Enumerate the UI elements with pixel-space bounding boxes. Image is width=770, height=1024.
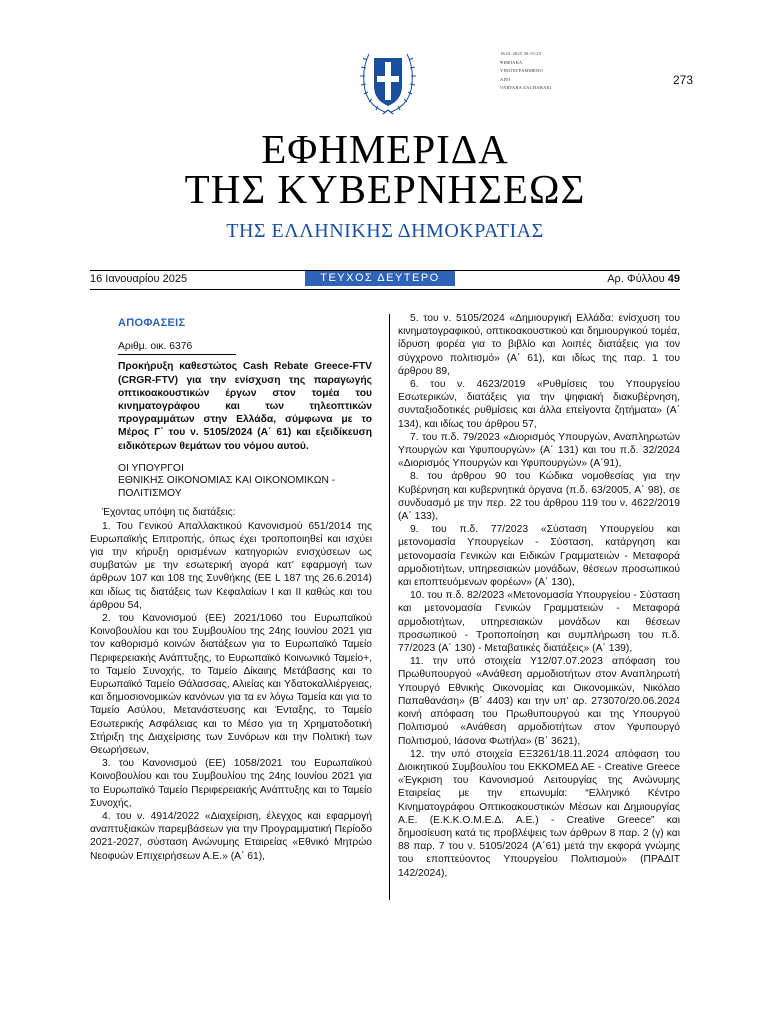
issue-date: 16 Ιανουαρίου 2025 bbox=[90, 273, 188, 285]
paragraph: 9. του π.δ. 77/2023 «Σύσταση Υπουργείου και μετονομασία Υπουργείων - Σύσταση, κατάργηση και μετονομασία Γενικών και Ειδικών Γραμματειών - Μεταφορά αρμοδιοτήτων, υπηρεσιακών μονάδων, θέσεων προσωπικού και εποπτευόμενων φορέων» (Α΄ 130), bbox=[398, 524, 680, 589]
page-number: 273 bbox=[672, 73, 693, 87]
ministers-line: ΠΟΛΙΤΙΣΜΟΥ bbox=[118, 487, 182, 499]
paragraph: 12. την υπό στοιχεία ΕΞ3261/18.11.2024 απόφαση του Διοικητικού Συμβουλίου του ΕΚΚΟΜΕΔ ΑΕ - Creative Greece «Έγκριση του Κανονισμού Λειτουργίας της Ανώνυμης Εταιρείας με την επωνυμία: “Ελληνικό Κέντρο Κινηματογράφου Οπτικοακουστικών Μέσων και Δημιουργίας Α.Ε. (Ε.Κ.Κ.Ο.Μ.Ε.Δ. Α.Ε.) - Creative Greece” και δημοσίευση κατά τις προβλέψεις των άρθρων 8 παρ. 2 (γ) και 88 παρ. 7 του ν. 5105/2024 (Α΄61) μετά την εκφορά γνώμης του εποπτεύοντος Υπουργείου Πολιτισμού» (ΠΡΑΔΙΤ 142/2024), bbox=[398, 748, 680, 879]
section-title: ΑΠΟΦΑΣΕΙΣ bbox=[118, 317, 186, 329]
gazette-subtitle: ΤΗΣ ΕΛΛΗΝΙΚΗΣ ΔΗΜΟΚΡΑΤΙΑΣ bbox=[226, 220, 544, 242]
paragraph: 3. του Κανονισμού (ΕΕ) 1058/2021 του Ευρωπαϊκού Κοινοβουλίου και του Συμβουλίου της 24ης Ιουνίου 2021 για το Ευρωπαϊκό Ταμείο Περιφερειακής Ανάπτυξης και το Ταμείο Συνοχής, bbox=[90, 758, 372, 809]
ministers-block bbox=[118, 463, 372, 501]
sheet-label: Αρ. Φύλλου bbox=[607, 273, 665, 285]
signature-line: VARVARA ZACHARAKI bbox=[500, 85, 552, 90]
paragraph: 1. Του Γενικού Απαλλακτικού Κανονισμού 651/2014 της Ευρωπαϊκής Επιτροπής, όπως έχει τροποποιηθεί και ισχύει για την κήρυξη ορισμένων κατηγοριών ενισχύσεων ως συμβατών με την εσωτερική αγορά κατ’ εφαρμογή των άρθρων 107 και 108 της Συνθήκης (EE L 187 της 26.6.2014) και ιδίως τις διατάξεις των Κεφαλαίων Ι και ΙΙ καθώς και του άρθρου 54, bbox=[90, 520, 372, 611]
paragraph: 10. του π.δ. 82/2023 «Μετονομασία Υπουργείου - Σύσταση και μετονομασία Γενικών Γραμματειών - Μεταφορά αρμοδιοτήτων, υπηρεσιακών μονάδων και θέσεων προσωπικού - Τροποποίηση και συμπλήρωση του π.δ. 77/2023 (Α΄ 130) - Μεταβατικές διατάξεις» (Α΄ 139), bbox=[398, 590, 680, 655]
paragraph: 4. του ν. 4914/2022 «Διαχείριση, έλεγχος και εφαρμογή αναπτυξιακών παρεμβάσεων για την Προγραμματική Περίοδο 2021-2027, σύσταση Ανώνυμης Εταιρείας «Εθνικό Μητρώο Νεοφυών Επιχειρήσεων Α.Ε.» (Α΄ 61), bbox=[90, 811, 372, 862]
header-bottom-rule bbox=[90, 289, 680, 290]
signature-line: ΑΠΟ bbox=[500, 76, 511, 82]
digital-signature-stamp bbox=[500, 50, 552, 93]
paragraph: 8. του άρθρου 90 του Κώδικα νομοθεσίας για την Κυβέρνηση και κυβερνητικά όργανα (π.δ. 63/2005, Α΄ 98), σε συνδυασμό με την περ. 22 του άρθρου 119 του ν. 4622/2019 (Α΄ 133), bbox=[398, 471, 680, 523]
ministers-line: ΟΙ ΥΠΟΥΡΓΟΙ bbox=[118, 462, 184, 474]
issue-badge: ΤΕΥΧΟΣ ΔΕΥΤΕΡΟ bbox=[305, 271, 455, 286]
gazette-title-line2: ΤΗΣ ΚΥΒΕΡΝΗΣΕΩΣ bbox=[184, 166, 586, 212]
decision-heading: Προκήρυξη καθεστώτος Cash Rebate Greece-FTV (CRGR-FTV) για την ενίσχυση της παραγωγής οπτικοακουστικών έργων στον τομέα του κινηματογράφου και των τηλεοπτικών προγραμμάτων στην Ελλάδα, σύμφωνα με το Μέρος Γ΄ του ν. 5105/2024 (Α΄ 61) και εξειδίκευση ειδικότερων θεμάτων του νόμου αυτού. bbox=[118, 361, 372, 452]
ministers-line: ΕΘΝΙΚΗΣ ΟΙΚΟΝΟΜΙΑΣ ΚΑΙ ΟΙΚΟΝΟΜΙΚΩΝ - bbox=[118, 475, 336, 487]
paragraph: 6. του ν. 4623/2019 «Ρυθμίσεις του Υπουργείου Εσωτερικών, διατάξεις για την ψηφιακή διακυβέρνηση, συνταξιοδοτικές ρυθμίσεις και άλλα επείγοντα ζητήματα» (Α΄ 134), και ιδίως του άρθρου 57, bbox=[398, 379, 680, 430]
signature-line: ΨΗΦΙΑΚΑ bbox=[500, 59, 523, 65]
left-column bbox=[90, 312, 372, 863]
sheet-number bbox=[607, 273, 680, 285]
paragraph: 7. του π.δ. 79/2023 «Διορισμός Υπουργών, Αναπληρωτών Υπουργών και Υφυπουργών» (Α΄ 131) και του π.δ. 32/2024 «Διορισμός Υπουργών και Υφυπουργών» (Α΄91), bbox=[398, 431, 680, 470]
paragraph: 5. του ν. 5105/2024 «Δημιουργική Ελλάδα: ενίσχυση του κινηματογραφικού, οπτικοακουστικού και δημιουργικού τομέα, ίδρυση φορέα για το βιβλίο και λοιπές διατάξεις για τον σύγχρονο πολιτισμό» (Α΄ 61), και ιδίως της παρ. 1 του άρθρου 89, bbox=[398, 313, 680, 377]
sheet-number-value: 49 bbox=[667, 273, 680, 285]
gazette-title-line1: ΕΦΗΜΕΡΙΔΑ bbox=[261, 126, 509, 172]
signature-line: 16.01.2025 20:15:25 bbox=[500, 51, 542, 56]
paragraph: 11. την υπό στοιχεία Υ12/07.07.2023 απόφαση του Πρωθυπουργού «Ανάθεση αρμοδιοτήτων στον Αναπληρωτή Υπουργό Εθνικής Οικονομίας και Οικονομικών, Νικόλαο Παπαθανάση» (Β΄ 4403) και την υπ’ αρ. 273070/20.06.2024 κοινή απόφαση του Πρωθυπουργού και της Υπουργού Πολιτισμού «Ανάθεση αρμοδιοτήτων στον Υφυπουργό Πολιτισμού, Ιάσονα Φωτήλα» (Β΄ 3621), bbox=[398, 656, 680, 747]
decision-number: Αριθμ. οικ. 6376 bbox=[118, 340, 236, 355]
column-divider bbox=[389, 314, 390, 900]
signature-line: ΥΠΟΓΕΓΡΑΜΜΕΝΟ bbox=[500, 68, 543, 73]
greek-coat-of-arms-emblem bbox=[355, 40, 421, 120]
paragraph: Έχοντας υπόψη τις διατάξεις: bbox=[102, 507, 236, 519]
right-column bbox=[398, 312, 680, 880]
paragraph: 2. του Κανονισμού (ΕΕ) 2021/1060 του Ευρωπαϊκού Κοινοβουλίου και του Συμβουλίου της 24ης Ιουνίου 2021 για τον καθορισμό κοινών διατάξεων για το Ευρωπαϊκό Ταμείο Περιφερειακής Ανάπτυξης, το Ευρωπαϊκό Κοινωνικό Ταμείο+, το Ταμείο Συνοχής, το Ταμείο Δίκαιης Μετάβασης και το Ευρωπαϊκό Ταμείο Θάλασσας, Αλιείας και Υδατοκαλλιέργειας, και δημοσιονομικών κανόνων για τα εν λόγω Ταμεία και για το Ταμείο Ασύλου, Μετανάστευσης και Ένταξης, το Ταμείο Εσωτερικής Ασφάλειας και το Μέσο για τη Χρηματοδοτική Στήριξη της Διαχείρισης των Συνόρων και την Πολιτική των Θεωρήσεων, bbox=[90, 612, 372, 756]
